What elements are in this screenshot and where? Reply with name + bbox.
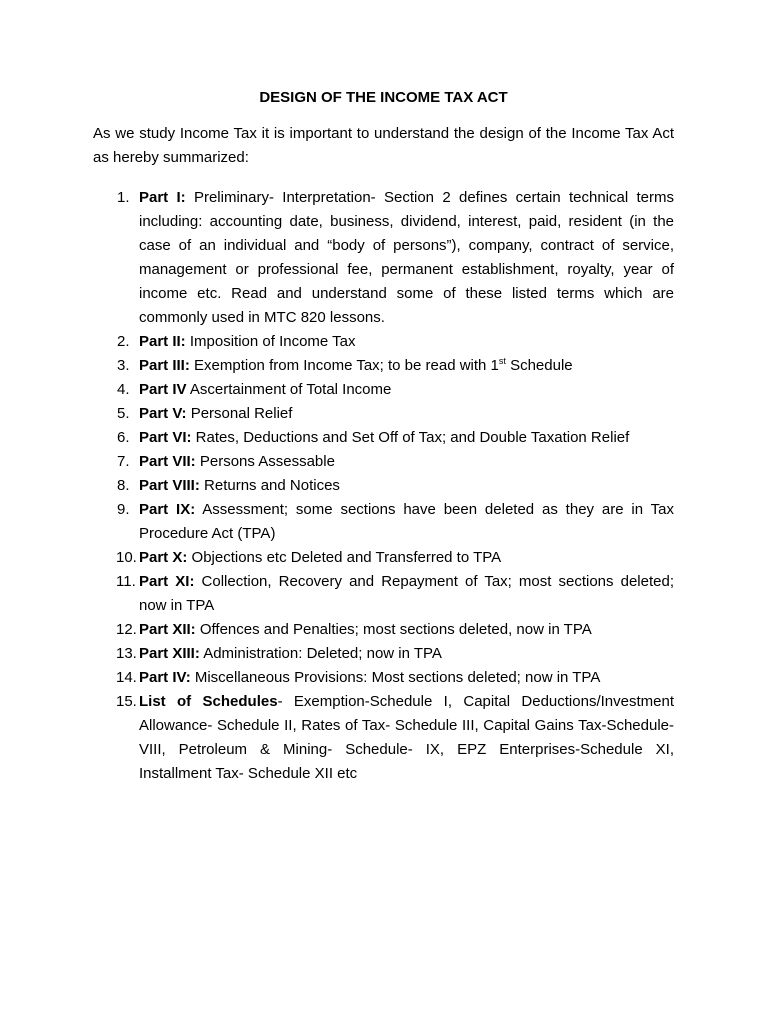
list-item-label: Part I:	[139, 189, 186, 206]
list-item-text: Assessment; some sections have been deleted as they are in Tax Procedure Act (TPA)	[139, 501, 675, 542]
list-item-label: Part V:	[139, 405, 187, 422]
list-item	[93, 402, 674, 426]
list-item-text: Objections etc Deleted and Transferred to TPA	[187, 549, 502, 566]
list-item-label: Part X:	[139, 549, 188, 566]
list-item-label: Part IV:	[139, 669, 191, 686]
list-item	[93, 546, 674, 570]
list-item	[93, 498, 674, 546]
list-item-number: 15.	[116, 693, 137, 710]
list-item-text: Offences and Penalties; most sections deleted, now in TPA	[195, 621, 592, 638]
list-item	[93, 186, 674, 330]
list-item-label: Part II:	[139, 333, 186, 350]
list-item-text: Preliminary- Interpretation- Section 2 defines certain technical terms including: accounting date, business, dividend, interest, paid, resident (in the case of an individual and “body of persons”), company, contract of service, management or professional fee, permanent establishment, royalty, year of income etc. Read and understand some of these listed terms which are commonly used in MTC 820 lessons.	[139, 189, 674, 326]
list-item-number: 14.	[116, 669, 137, 686]
list-item-number: 3.	[117, 357, 130, 374]
list-item-text: Returns and Notices	[199, 477, 340, 494]
list-item-number: 5.	[117, 405, 130, 422]
list-item-text: Exemption from Income Tax; to be read with 1	[189, 357, 499, 374]
list-item	[93, 450, 674, 474]
list-item-number: 12.	[116, 621, 137, 638]
list-item-text: Administration: Deleted; now in TPA	[199, 645, 442, 662]
list-item-superscript: st	[498, 356, 506, 366]
list-item-number: 13.	[116, 645, 137, 662]
intro-paragraph: As we study Income Tax it is important to understand the design of the Income Tax Act as hereby summarized:	[93, 125, 674, 166]
list-item-label: Part XI:	[139, 573, 195, 590]
list-item	[93, 426, 674, 450]
list-item-number: 2.	[117, 333, 130, 350]
list-item-label: Part III:	[139, 357, 190, 374]
list-item	[93, 570, 674, 618]
list-item-text: Miscellaneous Provisions: Most sections deleted; now in TPA	[190, 669, 601, 686]
list-item-label: List of Schedules	[139, 693, 278, 710]
page-title: DESIGN OF THE INCOME TAX ACT	[259, 89, 508, 106]
list-item-number: 9.	[117, 501, 130, 518]
list-item-text: Rates, Deductions and Set Off of Tax; and Double Taxation Relief	[191, 429, 630, 446]
list-item	[93, 354, 674, 378]
list-item-number: 6.	[117, 429, 130, 446]
list-item	[93, 474, 674, 498]
list-item-label: Part VII:	[139, 453, 196, 470]
list-item-label: Part XIII:	[139, 645, 200, 662]
list-item-number: 7.	[117, 453, 130, 470]
list-item-number: 1.	[117, 189, 130, 206]
parts-list	[93, 186, 674, 786]
list-item-text: Imposition of Income Tax	[185, 333, 356, 350]
list-item-number: 4.	[117, 381, 130, 398]
list-item-number: 10.	[116, 549, 137, 566]
list-item-label: Part VI:	[139, 429, 192, 446]
list-item-number: 11.	[116, 573, 136, 590]
list-item-label: Part IX:	[139, 501, 196, 518]
list-item-text: Persons Assessable	[195, 453, 335, 470]
list-item	[93, 690, 674, 786]
list-item-text: Collection, Recovery and Repayment of Tax; most sections deleted; now in TPA	[139, 573, 674, 614]
list-item-text: Ascertainment of Total Income	[186, 381, 392, 398]
list-item	[93, 618, 674, 642]
list-item-label: Part VIII:	[139, 477, 200, 494]
list-item-label: Part XII:	[139, 621, 196, 638]
list-item-text: - Exemption-Schedule I, Capital Deductions/Investment Allowance- Schedule II, Rates of Tax- Schedule III, Capital Gains Tax-Schedule- VIII, Petroleum & Mining- Schedule- IX, EPZ Enterprises-Schedule XI, Installment Tax- Schedule XII etc	[139, 693, 674, 782]
list-item	[93, 378, 674, 402]
list-item-label: Part IV	[139, 381, 187, 398]
list-item-text: Personal Relief	[186, 405, 293, 422]
document-page	[93, 88, 674, 786]
list-item	[93, 330, 674, 354]
list-item-text-after: Schedule	[505, 357, 573, 374]
list-item-number: 8.	[117, 477, 130, 494]
list-item	[93, 666, 674, 690]
list-item	[93, 642, 674, 666]
